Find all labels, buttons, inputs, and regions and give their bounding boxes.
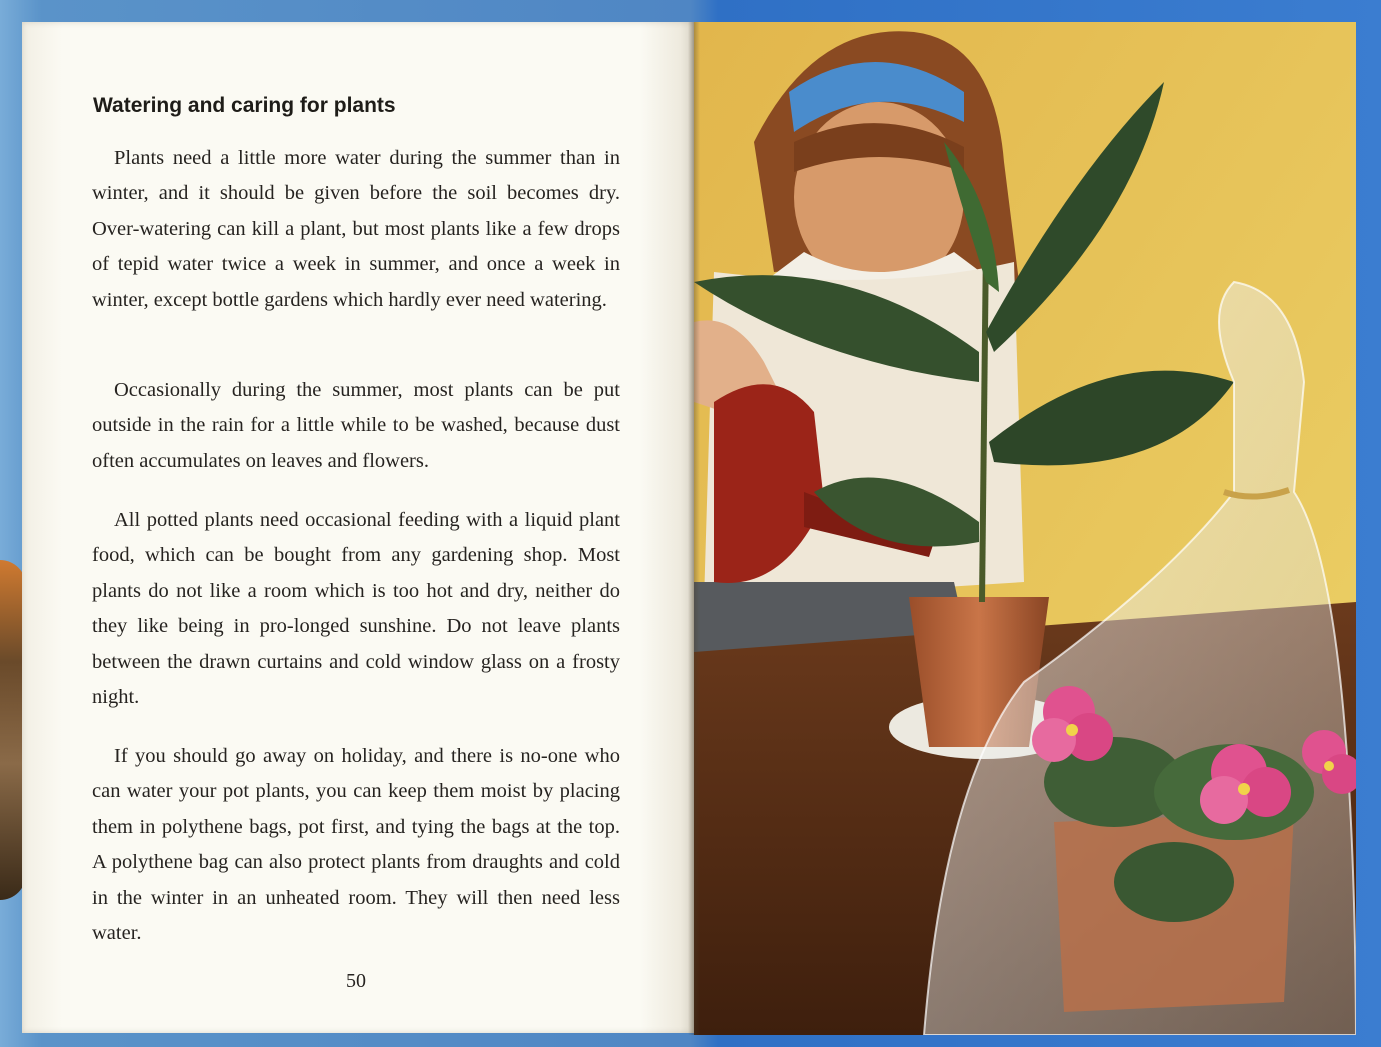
- girl-watering-plants-illustration: [694, 22, 1356, 1035]
- plant-stem: [982, 242, 986, 602]
- book-gutter: [688, 22, 700, 1035]
- paragraph-feeding: All potted plants need occasional feeding with a liquid plant food, which can be bought from any gardening shop. Most plants do not like a room which is too hot and dry, neither do they like being in pro-longed sunshine. Do not leave plants between the drawn curtains and cold window glass on a frosty night.: [92, 509, 620, 709]
- right-page-illustration: [694, 22, 1356, 1035]
- page-heading: Watering and caring for plants: [93, 94, 396, 117]
- page-number: 50: [346, 970, 366, 992]
- paragraph-watering: Plants need a little more water during the summer than in winter, and it should be given before the soil becomes dry. Over-watering can kill a plant, but most plants like a few drops of tepid water twice a week in summer, and once a week in winter, except bottle gardens which hardly ever need watering.: [92, 147, 620, 311]
- paragraph-holiday-care: If you should go away on holiday, and there is no-one who can water your pot plants, you can keep them moist by placing them in polythene bags, pot first, and tying the bags at the top. A polythene bag can also protect plants from draughts and cold in the winter in an unheated room. They will then need less water.: [92, 745, 620, 945]
- violet-leaf: [1114, 842, 1234, 922]
- paragraph-rain-washing: Occasionally during the summer, most plants can be put outside in the rain for a little while to be washed, because dust often accumulates on leaves and flowers.: [92, 379, 620, 472]
